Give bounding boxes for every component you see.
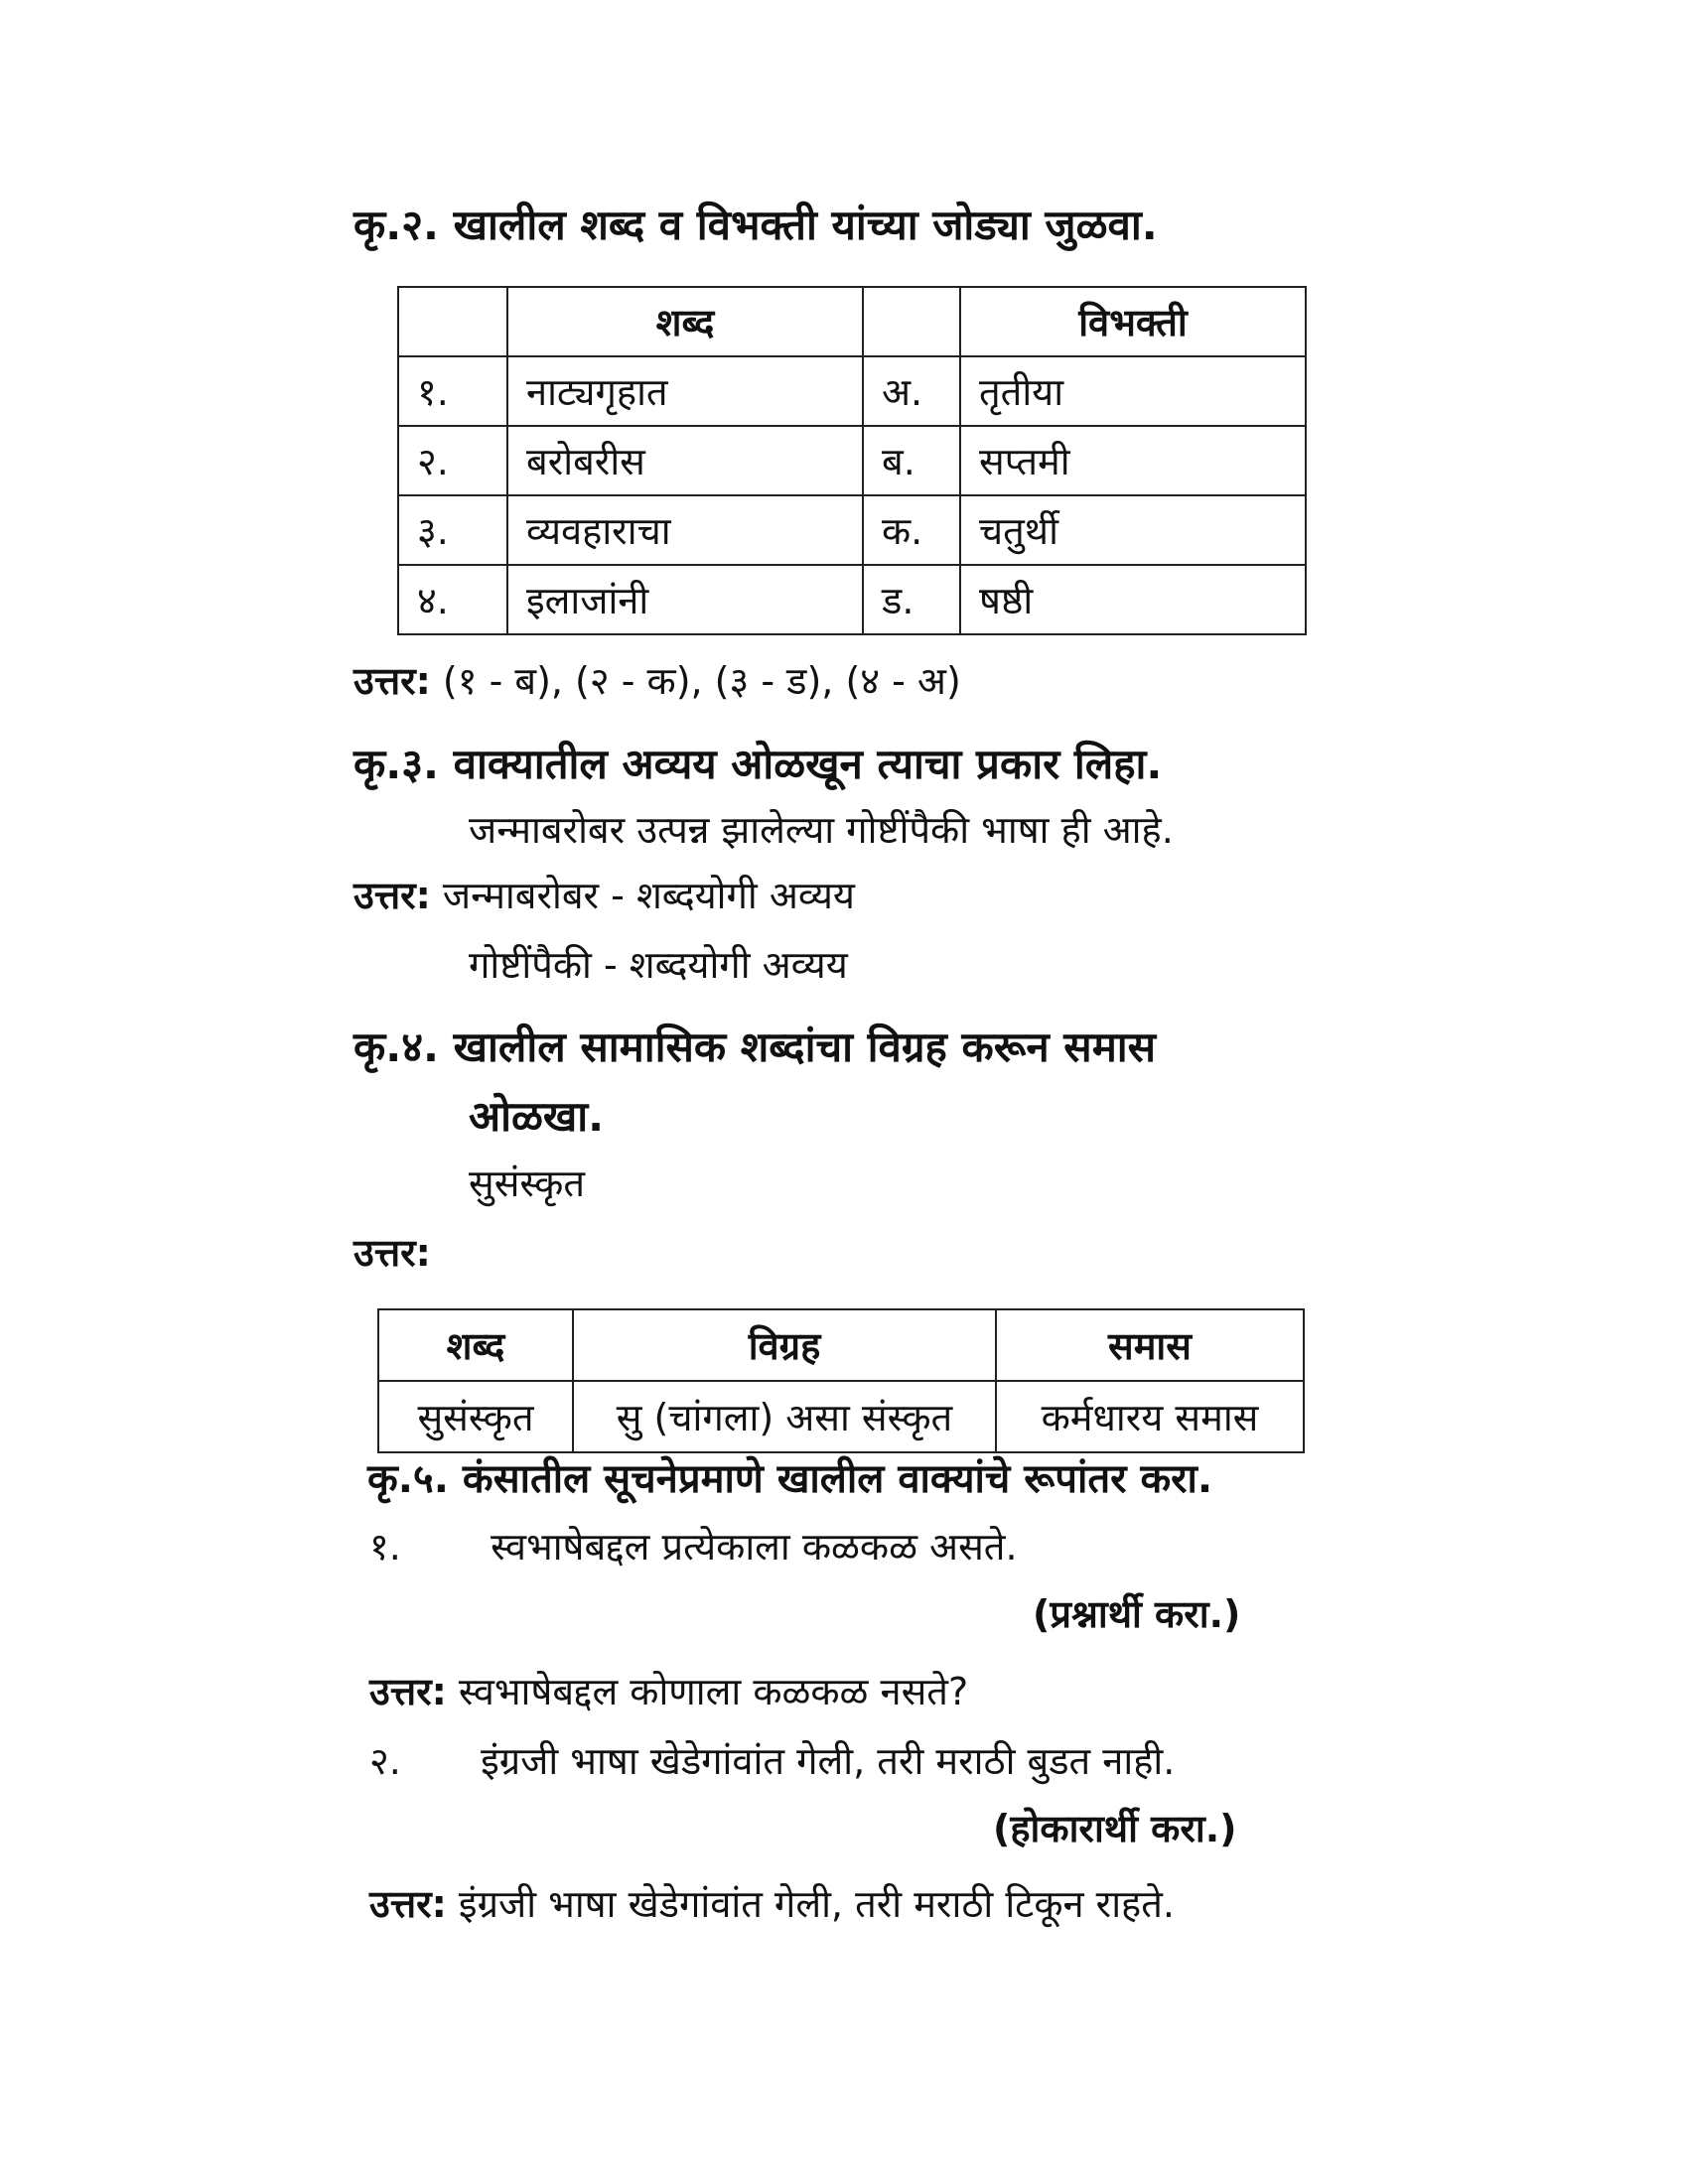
table-cell: क. <box>863 495 960 565</box>
q2-answer-text: (१ - ब), (२ - क), (३ - ड), (४ - अ) <box>442 659 961 703</box>
q3-sentence: जन्माबरोबर उत्पन्न झालेल्या गोष्टींपैकी भाषा ही आहे. <box>469 808 1174 852</box>
q4-number: कृ.४. <box>353 1023 440 1071</box>
table-header-cell: शब्द <box>378 1309 573 1381</box>
q2-number: कृ.२. <box>353 201 440 249</box>
q5-heading <box>367 1455 1212 1503</box>
table-cell: ड. <box>863 565 960 634</box>
q5-answer1 <box>369 1670 968 1715</box>
q4-word: सुसंस्कृत <box>469 1161 586 1205</box>
q3-title: वाक्यातील अव्यय ओळखून त्याचा प्रकार लिहा. <box>453 740 1163 788</box>
table-cell: १. <box>398 356 507 426</box>
q3-number: कृ.३. <box>353 740 440 788</box>
table-header-cell <box>863 287 960 356</box>
table-cell: चतुर्थी <box>960 495 1306 565</box>
q2-title: खालील शब्द व विभक्ती यांच्या जोड्या जुळवा. <box>453 201 1158 249</box>
table-cell: सु (चांगला) असा संस्कृत <box>573 1381 996 1452</box>
table-cell: ब. <box>863 426 960 495</box>
answer-label: उत्तर: <box>369 1670 447 1713</box>
q5-title: कंसातील सूचनेप्रमाणे खालील वाक्यांचे रूपांतर करा. <box>462 1456 1213 1502</box>
table-header-cell: विभक्ती <box>960 287 1306 356</box>
table-header-cell <box>398 287 507 356</box>
q2-heading <box>353 201 1158 250</box>
q3-answer-line2: गोष्टींपैकी - शब्दयोगी अव्यय <box>469 943 848 987</box>
table-cell: कर्मधारय समास <box>996 1381 1304 1452</box>
table-header-row <box>398 287 1306 356</box>
table-row <box>398 426 1306 495</box>
table-cell: नाट्यगृहात <box>507 356 863 426</box>
q4-samas-table <box>377 1308 1305 1453</box>
table-cell: ४. <box>398 565 507 634</box>
table-cell: बरोबरीस <box>507 426 863 495</box>
table-row <box>398 356 1306 426</box>
table-row <box>398 495 1306 565</box>
table-header-cell: समास <box>996 1309 1304 1381</box>
q5-item2 <box>369 1739 1175 1785</box>
q2-answer <box>353 659 961 705</box>
q2-match-table <box>397 286 1307 635</box>
table-cell: सुसंस्कृत <box>378 1381 573 1452</box>
table-cell: तृतीया <box>960 356 1306 426</box>
table-row <box>378 1381 1304 1452</box>
table-header-cell: विग्रह <box>573 1309 996 1381</box>
q4-title-line2: ओळखा. <box>469 1092 605 1141</box>
item-number: १. <box>369 1525 401 1569</box>
q5-item2-text: इंग्रजी भाषा खेडेगांवांत गेली, तरी मराठी बुडत नाही. <box>481 1739 1176 1783</box>
q4-answer-label <box>353 1231 431 1277</box>
answer-label: उत्तर: <box>369 1882 447 1926</box>
q3-answer-line1 <box>353 874 855 919</box>
q5-answer2 <box>369 1882 1175 1928</box>
item-number: २. <box>369 1739 401 1783</box>
q5-item1-text: स्वभाषेबद्दल प्रत्येकाला कळकळ असते. <box>491 1525 1018 1569</box>
q4-title-line1: खालील सामासिक शब्दांचा विग्रह करून समास <box>453 1023 1157 1071</box>
answer-label: उत्तर: <box>353 874 431 917</box>
q4-heading <box>353 1023 1156 1072</box>
table-cell: अ. <box>863 356 960 426</box>
table-header-row <box>378 1309 1304 1381</box>
table-cell: इलाजांनी <box>507 565 863 634</box>
q5-answer2-text: इंग्रजी भाषा खेडेगांवांत गेली, तरी मराठी टिकून राहते. <box>458 1882 1175 1926</box>
table-row <box>398 565 1306 634</box>
q5-item1 <box>369 1525 1018 1570</box>
table-cell: २. <box>398 426 507 495</box>
q5-item1-instruction: (प्रश्नार्थी करा.) <box>1033 1592 1241 1636</box>
table-cell: षष्ठी <box>960 565 1306 634</box>
q3-answer-text1: जन्माबरोबर - शब्दयोगी अव्यय <box>442 874 855 917</box>
table-cell: व्यवहाराचा <box>507 495 863 565</box>
q3-heading <box>353 740 1162 789</box>
answer-label: उत्तर: <box>353 1231 431 1275</box>
q5-number: कृ.५. <box>367 1456 449 1502</box>
answer-label: उत्तर: <box>353 659 431 703</box>
table-header-cell: शब्द <box>507 287 863 356</box>
table-cell: सप्तमी <box>960 426 1306 495</box>
q5-item2-instruction: (होकारार्थी करा.) <box>993 1807 1237 1850</box>
q5-answer1-text: स्वभाषेबद्दल कोणाला कळकळ नसते? <box>458 1670 969 1713</box>
table-cell: ३. <box>398 495 507 565</box>
